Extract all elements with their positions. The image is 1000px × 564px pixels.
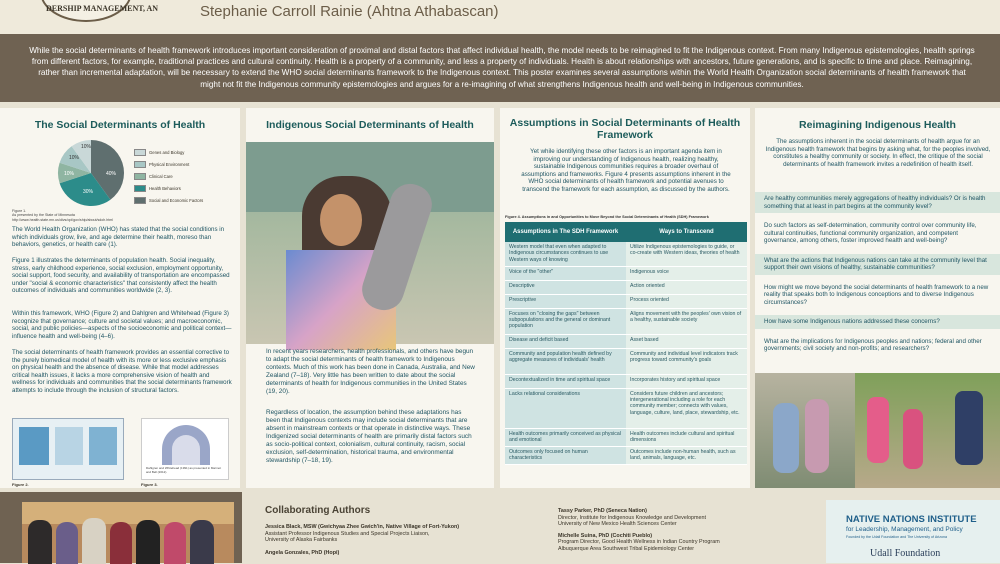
table-cell: Outcomes only focused on human characteristics xyxy=(505,446,626,464)
table-row xyxy=(505,294,747,308)
table-cell: Descriptive xyxy=(505,280,626,294)
pie-legend xyxy=(134,146,234,206)
section-intro: The assumptions inherent in the social determinants of health argue for an Indigenous health framework that begins by asking what, for the peoples involved, constitutes a healthy community or society. In effect, the critique of the social determinants of health framework invites a redefinition of health itself. xyxy=(765,138,991,168)
author-role: Assistant Professor Indigenous Studies and Special Projects Liaison, xyxy=(265,530,430,537)
figure-4-caption: Figure 4. Assumptions in and Opportunities to Move Beyond the Social Determinants of Health (SDH) Framework xyxy=(505,215,709,219)
table-cell: Community and population health defined by aggregate measures of individuals' health xyxy=(505,348,626,374)
pie-label: 30% xyxy=(83,189,94,195)
table-header-row xyxy=(505,222,747,242)
table-cell: Health outcomes include cultural and spiritual dimensions xyxy=(626,428,747,446)
author-name: Angela Gonzales, PhD (Hopi) xyxy=(265,549,340,556)
table-row xyxy=(505,242,747,266)
legend-label: Physical Environment xyxy=(149,161,190,167)
table-cell: Indigenous voice xyxy=(626,266,747,280)
table-cell: Disease and deficit based xyxy=(505,334,626,348)
table-cell: Utilize Indigenous epistemologies to guide, or co-create with Western ideas, theories of health xyxy=(626,242,747,266)
question-item: How have some Indigenous nations addressed these concerns? xyxy=(755,315,1000,329)
legend-item xyxy=(134,158,234,170)
column-header: Ways to Transcend xyxy=(626,222,747,242)
section-title: Indigenous Social Determinants of Health xyxy=(266,119,474,131)
table-cell: Lacks relational considerations xyxy=(505,388,626,428)
question-item: What are the actions that Indigenous nations can take at the community level that support their own visions of healthy, sustainable communities? xyxy=(755,254,1000,275)
table-cell: Asset based xyxy=(626,334,747,348)
determinants-pie-chart xyxy=(56,138,126,208)
questions-list xyxy=(755,192,1000,356)
table-row xyxy=(505,374,747,388)
legend-item xyxy=(134,170,234,182)
author-org: Albuquerque Area Southwest Tribal Epidemiology Center xyxy=(558,545,695,552)
author-role: Program Director, Good Health Wellness in Indian Country Program xyxy=(558,539,720,546)
collab-author-block xyxy=(558,508,818,553)
photo-group-portrait xyxy=(22,502,234,563)
question-item: Do such factors as self-determination, community control over community life, cultural continuities, functional community organization, and competent governance, among others, foster improved health and well-being? xyxy=(755,219,1000,248)
legend-item xyxy=(134,146,234,158)
nni-subtitle: for Leadership, Management, and Policy xyxy=(846,526,963,533)
table-cell: Considers future children and ancestors; intergenerational including a role for each community member; connects with values, language, culture, land, place, stewardship, etc. xyxy=(626,388,747,428)
section-intro: Yet while identifying these other factors is an important agenda item in improving our understanding of Indigenous health, realizing healthy, sustainable Indigenous communities requires a broader overhaul of assumptions and frameworks. Figure 4 presents assumptions inherent in the WHO social determinants of health framework and potential avenues to transcend the framework for each assumption, as discussed by the authors. xyxy=(521,148,731,193)
section-title: Reimagining Indigenous Health xyxy=(799,119,956,131)
table-cell: Voice of the "other" xyxy=(505,266,626,280)
figure-3-caption: Dahlgren and Whitehead (1991) as presented in Marmot and Bell (2012). xyxy=(146,466,222,474)
nni-note: Founded by the Udall Foundation and The University of Arizona xyxy=(846,535,948,539)
paragraph: Regardless of location, the assumption behind these adaptations has been that Indigenous contexts may include social determinants that are absent in mainstream contexts or that operate in distinctive ways. These Indigenized social determinants of health are primarily distal factors such as socio-political context, colonialism, cultural continuity, racism, social exclusion, self-determination, historical trauma, and environmental stewardship (7–18, 19). xyxy=(266,409,472,464)
table-row xyxy=(505,334,747,348)
table-row xyxy=(505,428,747,446)
table-cell: Western model that even when adapted to Indigenous circumstances continues to use Western ways of knowing xyxy=(505,242,626,266)
photo-runners-montage xyxy=(755,373,1000,488)
table-cell: Action oriented xyxy=(626,280,747,294)
table-cell: Process oriented xyxy=(626,294,747,308)
legend-item xyxy=(134,194,234,206)
author-name: Michelle Suina, PhD (Cochiti Pueblo) xyxy=(558,532,653,539)
figure-2-who-diagram xyxy=(12,418,124,480)
pie-label: 10% xyxy=(64,171,75,177)
table-cell: Health outcomes primarily conceived as physical and emotional xyxy=(505,428,626,446)
table-row xyxy=(505,388,747,428)
figure-3-rainbow-diagram xyxy=(141,418,229,480)
author-name: Jessica Black, MSW (Gwichyaa Zhee Gwich'in, Native Village of Fort-Yukon) xyxy=(265,524,460,530)
table-cell: Decontextualized in time and spiritual space xyxy=(505,374,626,388)
paragraph: The World Health Organization (WHO) has stated that the social conditions in which individuals grow, live, and age determine their health, moreso than behaviors, genetics, or health care (1). xyxy=(12,226,225,249)
native-nations-institute-logo xyxy=(826,500,1000,563)
paragraph: Figure 1 illustrates the determinants of population health. Social inequality, stress, early childhood experience, social exclusion, employment opportunity, social support, food security, and availability of transportation are encompassed under "social & economic characteristics" that consistently affect the health outcomes of individuals and communities worldwide (2, 3). xyxy=(12,257,230,295)
legend-label: Health Behaviors xyxy=(149,185,181,191)
table-row xyxy=(505,348,747,374)
column-assumptions xyxy=(500,108,750,488)
table-row xyxy=(505,280,747,294)
table-cell: Focuses on "closing the gaps" between subpopulations and the general or dominant population xyxy=(505,308,626,334)
table-row xyxy=(505,446,747,464)
figure-1-caption: Figure 1. As presented by the State of Minnesota http://www.health.state.mn.us/divs/opi/gov/ship/about/sdoh.html xyxy=(12,209,114,222)
question-item: Are healthy communities merely aggregations of healthy individuals? Or is health something that at least in part begins at the community level? xyxy=(755,192,1000,213)
author-role: Director, Institute for Indigenous Knowledge and Development xyxy=(558,514,707,521)
collab-author-block xyxy=(265,524,565,556)
collab-title: Collaborating Authors xyxy=(265,505,371,516)
paragraph: The social determinants of health framework provides an essential corrective to the purely biomedical model of health with its more or less exclusive emphasis on physical health and the absence of disease. While that model addresses critical health issues, it lacks a more comprehensive vision of health and wellness for individuals and communities that the social determinants framework attempts to include through the inclusion of structural factors. xyxy=(12,349,232,394)
assumptions-table xyxy=(505,222,747,465)
table-row xyxy=(505,266,747,280)
table-cell: Aligns movement with the peoples' own vision of a healthy, sustainable society xyxy=(626,308,747,334)
author-org: University of New Mexico Health Sciences Center xyxy=(558,521,677,528)
legend-label: Social and Economic Factors xyxy=(149,197,204,203)
paragraph: Within this framework, WHO (Figure 2) and Dahlgren and Whitehead (Figure 3) recognize that governance; culture and societal values; and macroeconomic, social, and public policies—aspects of the socioeconomic and political context—influence health and well-being (4–6). xyxy=(12,310,232,340)
column-indigenous-sdh xyxy=(246,108,494,488)
table-cell: Community and individual level indicators track progress toward community's goals xyxy=(626,348,747,374)
legend-label: Clinical Care xyxy=(149,173,173,179)
author-name: Stephanie Carroll Rainie (Ahtna Athabascan) xyxy=(200,3,499,20)
table-cell: Incorporates history and spiritual space xyxy=(626,374,747,388)
section-title: The Social Determinants of Health xyxy=(34,119,206,131)
logo-text: DERSHIP MANAGEMENT, AN xyxy=(46,4,159,13)
nni-title: NATIVE NATIONS INSTITUTE xyxy=(846,514,977,525)
table-cell: Outcomes include non-human health, such as land, animals, language, etc. xyxy=(626,446,747,464)
column-reimagining xyxy=(755,108,1000,488)
question-item: How might we move beyond the social determinants of health framework to a new reality that speaks both to Indigenous conceptions and to diverse Indigenous circumstances? xyxy=(755,281,1000,310)
author-org: University of Alaska Fairbanks xyxy=(265,537,338,544)
column-social-determinants xyxy=(0,108,240,488)
figure-3-label: Figure 3. xyxy=(141,482,158,487)
intro-abstract: While the social determinants of health framework introduces important consideration of proximal and distal factors that affect individual health, the model needs to be reimagined to fit the Indigenous context. From many Indigenous epistemologies, health springs from different factors, for example, traditional practices and cultural continuity. Health is a property of a community, and less a property of individuals. Health is about relationships with ancestors, future generations, and is specific to time and place. Reimagining, rather than incremental adaptation, will be necessary to extend the WHO social determinants framework to the Indigenous context. This poster examines several assumptions within the World Health Organization social determinants of health framework that might not fit the Indigenous community epistemologies and argues for a re-imagining of what strengthens Indigenous health and well-being in Indigenous communities. xyxy=(0,34,1000,102)
paragraph: In recent years researchers, health professionals, and others have begun to adapt the social determinants of health framework to Indigenous contexts. Much of this work has been done in Canada, Australia, and New Zealand (7–18). Very little has been written to date about the social determinants of health for Indigenous communities in the United States (19, 20). xyxy=(266,348,475,395)
pie-label: 10% xyxy=(69,155,80,161)
table-row xyxy=(505,308,747,334)
author-name: Tassy Parker, PhD (Seneca Nation) xyxy=(558,508,647,514)
section-title: Assumptions in Social Determinants of Health Framework xyxy=(509,117,741,141)
question-item: What are the implications for Indigenous peoples and nations; federal and other governments; civil society and non-profits; and researchers? xyxy=(755,335,1000,356)
legend-label: Genes and Biology xyxy=(149,149,185,155)
column-header: Assumptions in The SDH Framework xyxy=(505,222,626,242)
table-cell: Prescriptive xyxy=(505,294,626,308)
photo-girl-with-fish xyxy=(246,142,494,344)
legend-item xyxy=(134,182,234,194)
pie-label: 10% xyxy=(81,144,92,150)
pie-label: 40% xyxy=(106,171,117,177)
udall-foundation-logo-text: Udall Foundation xyxy=(870,548,941,559)
figure-2-label: Figure 2. xyxy=(12,482,29,487)
